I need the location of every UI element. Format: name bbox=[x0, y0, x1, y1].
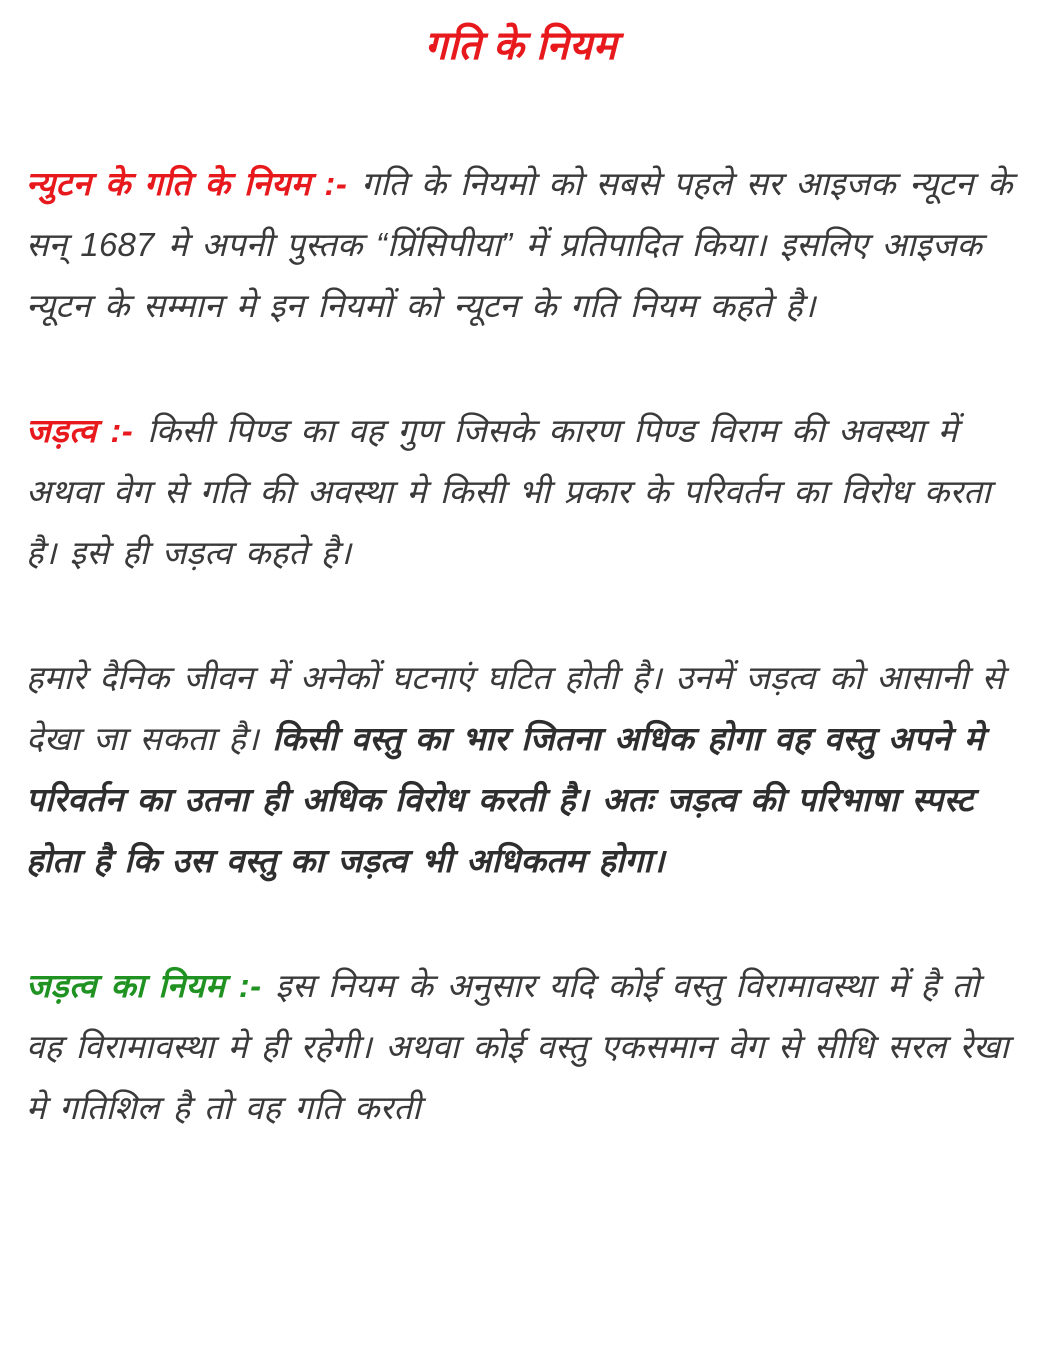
heading-newton-laws: न्युटन के गति के नियम :- bbox=[26, 165, 348, 202]
heading-inertia: जड़त्व :- bbox=[26, 412, 134, 449]
paragraph-inertia-definition-text: किसी पिण्ड का वह गुण जिसके कारण पिण्ड विराम की अवस्था में अथवा वेग से गति की अवस्था मे किसी भी प्रकार के परिवर्तन का विरोध करता है। इसे ही जड़त्व कहते है। bbox=[26, 412, 991, 571]
page-title: गति के नियम bbox=[424, 24, 618, 68]
heading-law-of-inertia: जड़त्व का नियम :- bbox=[26, 967, 262, 1004]
paragraph-newton-laws bbox=[26, 153, 1016, 336]
paragraph-inertia-example-normal-text: हमारे दैनिक जीवन में अनेकों घटनाएं घटित होती है। उनमें जड़त्व को आसानी से देखा जा सकता है। bbox=[26, 659, 1005, 757]
paragraph-inertia-example-bold-text: किसी वस्तु का भार जितना अधिक होगा वह वस्तु अपने मे परिवर्तन का उतना ही अधिक विरोध करती है। अतः जड़त्व की परिभाषा स्पस्ट होता है कि उस वस्तु का जड़त्व भी अधिकतम होगा। bbox=[26, 720, 984, 879]
paragraph-newton-laws-text: गति के नियमो को सबसे पहले सर आइजक न्यूटन के सन् 1687 मे अपनी पुस्तक “प्रिंसिपीया” में प्रतिपादित किया। इसलिए आइजक न्यूटन के सम्मान मे इन नियमों को न्यूटन के गति नियम कहते है। bbox=[26, 165, 1013, 324]
paragraph-law-of-inertia bbox=[26, 955, 1016, 1138]
paragraph-law-of-inertia-text: इस नियम के अनुसार यदि कोई वस्तु विरामावस्था में है तो वह विरामावस्था मे ही रहेगी। अथवा कोई वस्तु एकसमान वेग से सीधि सरल रेखा मे गतिशिल है तो वह गति करती bbox=[26, 967, 1009, 1126]
paragraph-inertia-definition bbox=[26, 400, 1016, 583]
paragraph-inertia-example bbox=[26, 647, 1016, 891]
